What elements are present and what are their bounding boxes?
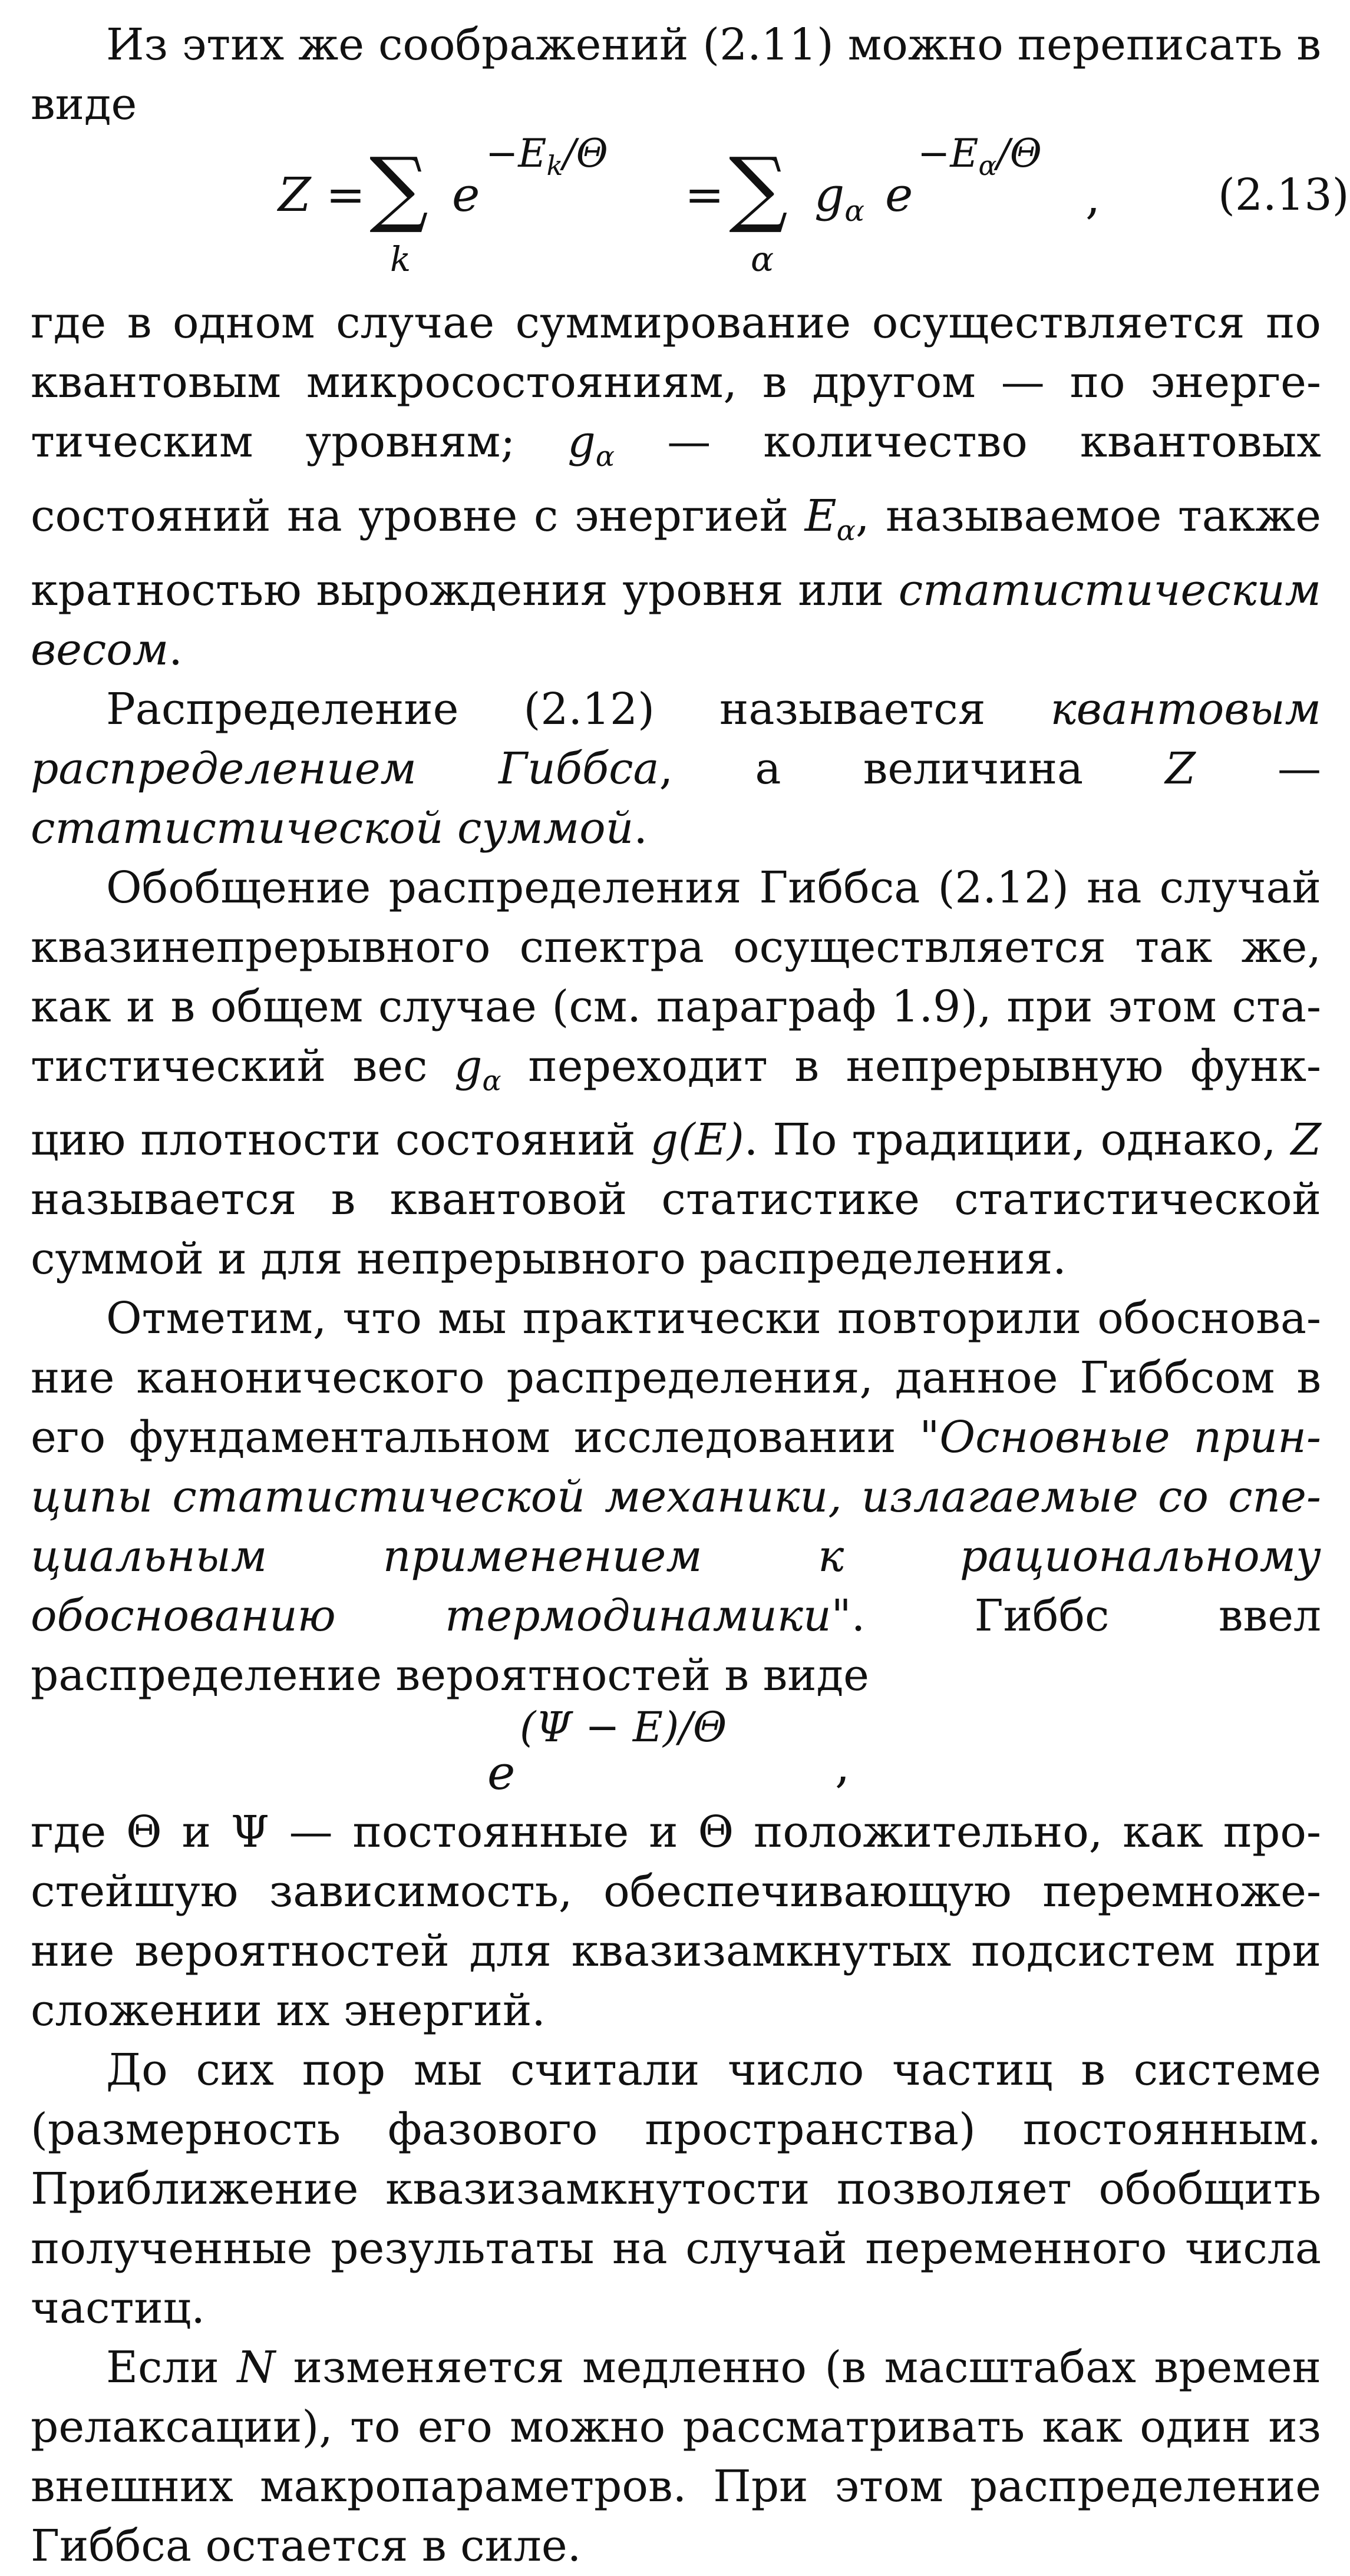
Z-symbol: Z bbox=[1165, 743, 1196, 794]
paragraph-gibbs-work bbox=[31, 1289, 1321, 1705]
text: Из этих же соображений (2.11) можно переписать в виде bbox=[31, 19, 1321, 130]
g-symbol: g bbox=[454, 1040, 483, 1092]
text: . bbox=[633, 802, 648, 854]
equation-gibbs-form bbox=[31, 1705, 1321, 1803]
exponent-2 bbox=[917, 131, 1042, 181]
equation-2-13 bbox=[31, 131, 1349, 293]
sum-sign-k: ∑ bbox=[369, 140, 428, 236]
exp-1-main: −E bbox=[486, 131, 547, 176]
eq-comma: , bbox=[1085, 170, 1101, 224]
exp-2-main: −E bbox=[917, 131, 979, 176]
sum-index-alpha: α bbox=[751, 239, 774, 279]
paragraph-intro bbox=[31, 15, 1321, 134]
text: переходит в непрерывную функцию плотности состояний bbox=[31, 1040, 1321, 1166]
exponent-1 bbox=[486, 131, 608, 181]
eq-comma: , bbox=[835, 1738, 850, 1794]
Z-symbol: Z bbox=[1290, 1115, 1321, 1166]
paragraph-particle-number bbox=[31, 2041, 1321, 2338]
paragraph-gibbs-distribution bbox=[31, 680, 1321, 858]
g-symbol: g bbox=[567, 416, 596, 467]
text: изменяется медленно (в масштабах времен релаксации), то его можно рассматривать как один из внешних макропараметров. При этом распределение Гиббса остается в силе. bbox=[31, 2342, 1321, 2572]
text: Обобщение распределения Гиббса (2.12) на случай квазинепрерывного спектра осуществляется так же, как и в общем случае (см. параграф 1.9), при этом статистический вес bbox=[31, 862, 1321, 1092]
sum-index-k: k bbox=[390, 239, 411, 279]
paragraph-explanation bbox=[31, 293, 1321, 680]
exp-1-tail: /Θ bbox=[563, 131, 608, 176]
g-sub: α bbox=[844, 194, 864, 228]
text: где в одном случае суммирование осуществляется по квантовым микросостояниям, в другом — по энергетическим уровням; bbox=[31, 297, 1321, 467]
text: — количество квантовых состояний на уровне с энергией bbox=[31, 416, 1321, 541]
exp-2-sub: α bbox=[978, 150, 997, 182]
equation-number: (2.13) bbox=[1218, 170, 1349, 220]
text: , а величина bbox=[659, 743, 1166, 794]
text: — bbox=[1195, 743, 1321, 794]
page bbox=[31, 15, 1349, 2576]
text: где Θ и Ψ — постоянные и Θ положительно, как простейшую зависимость, обеспечивающую перемножение вероятностей для квазизамкнутых подсистем при сложении их энергий. bbox=[31, 1807, 1321, 2036]
g-sub: α bbox=[482, 1064, 501, 1097]
eq-equals: = bbox=[685, 167, 725, 222]
exp-2-tail: /Θ bbox=[996, 131, 1042, 176]
text: называется в квантовой статистике статистической суммой и для непрерывного распределения. bbox=[31, 1174, 1321, 1285]
exp-base-1: e bbox=[452, 167, 480, 222]
N-symbol: N bbox=[237, 2342, 276, 2393]
text: . bbox=[169, 624, 183, 675]
text: Если bbox=[106, 2342, 237, 2393]
book-title: "Основные принципы статистической механики, излагаемые со специальным применением к рациональному обоснованию термодинамики" bbox=[31, 1412, 1321, 1642]
g-alpha-inline bbox=[567, 416, 615, 473]
exp-base: e bbox=[487, 1745, 516, 1801]
E-alpha-inline bbox=[804, 490, 856, 547]
text: . По традиции, однако, bbox=[744, 1115, 1291, 1166]
exp-1-sub: k bbox=[546, 150, 563, 182]
term-quantum-gibbs: квантовым распределением Гиббса bbox=[31, 683, 1321, 794]
sum-sign-alpha: ∑ bbox=[729, 140, 788, 236]
g-alpha bbox=[814, 167, 864, 228]
g-sub: α bbox=[595, 439, 615, 473]
E-sub: α bbox=[836, 514, 856, 547]
exp-base-2: e bbox=[885, 167, 913, 222]
g-symbol: g bbox=[814, 167, 845, 222]
term-partition-sum: статистической суммой bbox=[31, 802, 634, 854]
exponent: (Ψ − E)/Θ bbox=[520, 1703, 727, 1752]
paragraph-constants bbox=[31, 1803, 1321, 2041]
gE-function: g(E) bbox=[650, 1115, 744, 1166]
text: Распределение (2.12) называется bbox=[106, 683, 1051, 735]
paragraph-variable-N bbox=[31, 2338, 1321, 2576]
eq-lhs: Z = bbox=[278, 167, 366, 222]
text: Отметим, что мы практически повторили обоснование канонического распределения, данное Гиббсом в его фундаментальном исследовании bbox=[31, 1293, 1321, 1463]
text: До сих пор мы считали число частиц в системе (размерность фазового пространства) постоянным. Приближение квазизамкнутости позволяет обобщить полученные результаты на случай переменного числа частиц. bbox=[31, 2045, 1321, 2334]
paragraph-generalization bbox=[31, 858, 1321, 1289]
text: , называемое также кратностью вырождения уровня или bbox=[31, 490, 1321, 616]
E-symbol: E bbox=[804, 490, 837, 541]
text: . Гиббс ввел распределение вероятностей в виде bbox=[31, 1590, 1321, 1701]
g-alpha-inline bbox=[454, 1040, 501, 1097]
term-statistical-weight: статистическим весом bbox=[31, 564, 1321, 675]
